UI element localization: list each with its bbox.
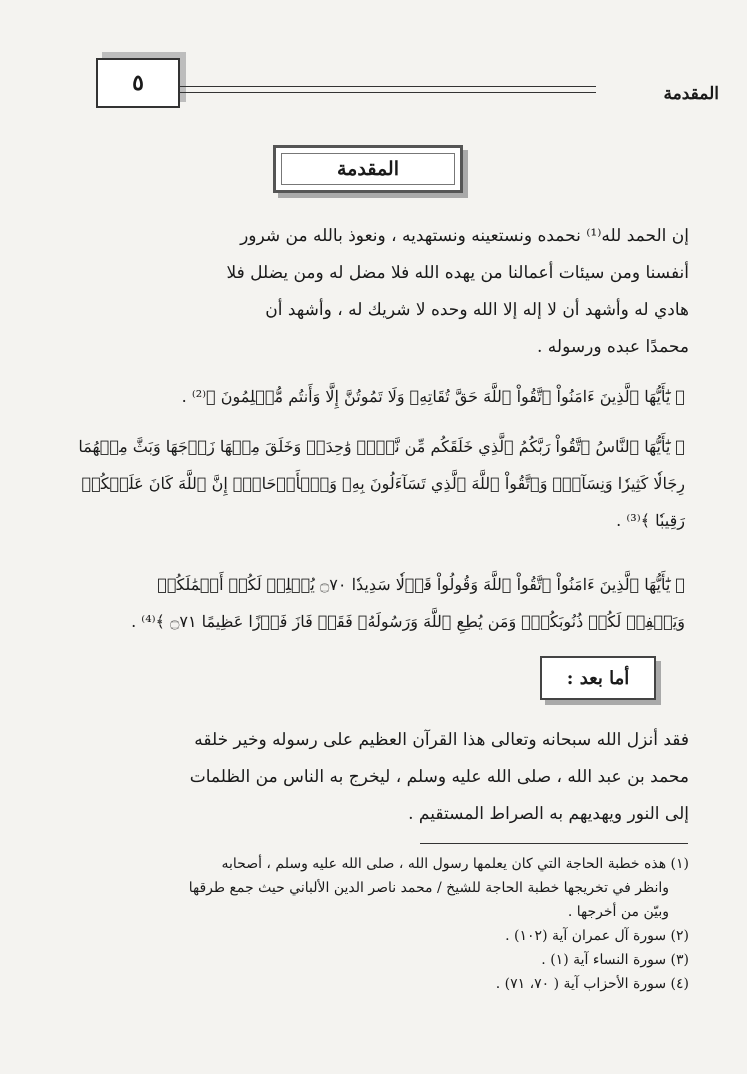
verse-line: ﴿ يَٰٓأَيُّهَا ٱلَّذِينَ ءَامَنُواْ ٱتَّقُواْ ٱللَّهَ وَقُولُواْ قَوۡلٗا سَدِيدٗا ۝٧٠ يُصۡلِحۡ لَكُمۡ أَعۡمَٰلَكُمۡ [157, 575, 685, 594]
intro-line: هادي له وأشهد أن لا إله إلا الله وحده لا شريك له ، وأشهد أن [265, 300, 689, 320]
footnote-rule [420, 843, 688, 844]
amma-bad-label: أما بعد : [566, 667, 630, 689]
intro-line: محمدًا عبده ورسوله . [536, 337, 689, 357]
section-title-frame [273, 145, 463, 193]
verse-line: ﴿ يَٰٓأَيُّهَا ٱلَّذِينَ ءَامَنُواْ ٱتَّقُواْ ٱللَّهَ حَقَّ تُقَاتِهِۦ وَلَا تَمُوتُنَّ إِلَّا وَأَنتُم مُّسۡلِمُونَ ﴾⁽²⁾ . [181, 387, 685, 406]
header-rule-top [180, 86, 596, 87]
footnote: (٤) سورة الأحزاب آية ( ٧٠، ٧١) . [495, 976, 689, 992]
verse-block-2 [60, 428, 685, 539]
footnote-continuation: وانظر في تخريجها خطبة الحاجة للشيخ / محمد ناصر الدين الألباني حيث جمع طرقها [188, 880, 669, 896]
page-number: ٥ [132, 70, 144, 96]
verse-line: رَقِيبٗا ﴾⁽³⁾ . [616, 511, 685, 530]
section-title: المقدمة [281, 153, 455, 185]
footnote-continuation: وبيّن من أخرجها . [567, 904, 669, 920]
footnote: (٣) سورة النساء آية (١) . [541, 952, 689, 968]
footnotes [49, 852, 689, 996]
verse-block-3 [60, 566, 685, 640]
footnote: (٢) سورة آل عمران آية (١٠٢) . [505, 928, 689, 944]
body-line: إلى النور ويهديهم به الصراط المستقيم . [408, 804, 689, 824]
body-line: فقد أنزل الله سبحانه وتعالى هذا القرآن العظيم على رسوله وخير خلقه [194, 730, 689, 750]
amma-bad-heading [540, 656, 656, 700]
intro-line: إن الحمد لله⁽¹⁾ نحمده ونستعينه ونستهديه ، ونعوذ بالله من شرور [240, 226, 689, 246]
running-title: المقدمة [663, 84, 719, 104]
intro-line: أنفسنا ومن سيئات أعمالنا من يهده الله فلا مضل له ومن يضلل فلا [226, 263, 689, 283]
intro-paragraph [59, 218, 689, 366]
page-number-box [96, 58, 180, 108]
body-paragraph [59, 722, 689, 833]
verse-line: رِجَالٗا كَثِيرٗا وَنِسَآءٗۚ وَٱتَّقُواْ ٱللَّهَ ٱلَّذِي تَسَآءَلُونَ بِهِۦ وَٱلۡأَرۡحَامَۚ إِنَّ ٱللَّهَ كَانَ عَلَيۡكُمۡ [81, 474, 685, 493]
verse-line: وَيَغۡفِرۡ لَكُمۡ ذُنُوبَكُمۡۗ وَمَن يُطِعِ ٱللَّهَ وَرَسُولَهُۥ فَقَدۡ فَازَ فَوۡزًا عَظِيمًا ۝٧١ ﴾⁽⁴⁾ . [131, 612, 685, 631]
verse-block-1 [60, 378, 685, 415]
verse-line: ﴿ يَٰٓأَيُّهَا ٱلنَّاسُ ٱتَّقُواْ رَبَّكُمُ ٱلَّذِي خَلَقَكُم مِّن نَّفۡسٖ وَٰحِدَةٖ وَخَلَقَ مِنۡهَا زَوۡجَهَا وَبَثَّ مِنۡهُمَا [78, 437, 685, 456]
body-line: محمد بن عبد الله ، صلى الله عليه وسلم ، ليخرج به الناس من الظلمات [189, 767, 689, 787]
footnote: (١) هذه خطبة الحاجة التي كان يعلمها رسول الله ، صلى الله عليه وسلم ، أصحابه [221, 856, 689, 872]
header-rule-bottom [180, 92, 596, 93]
